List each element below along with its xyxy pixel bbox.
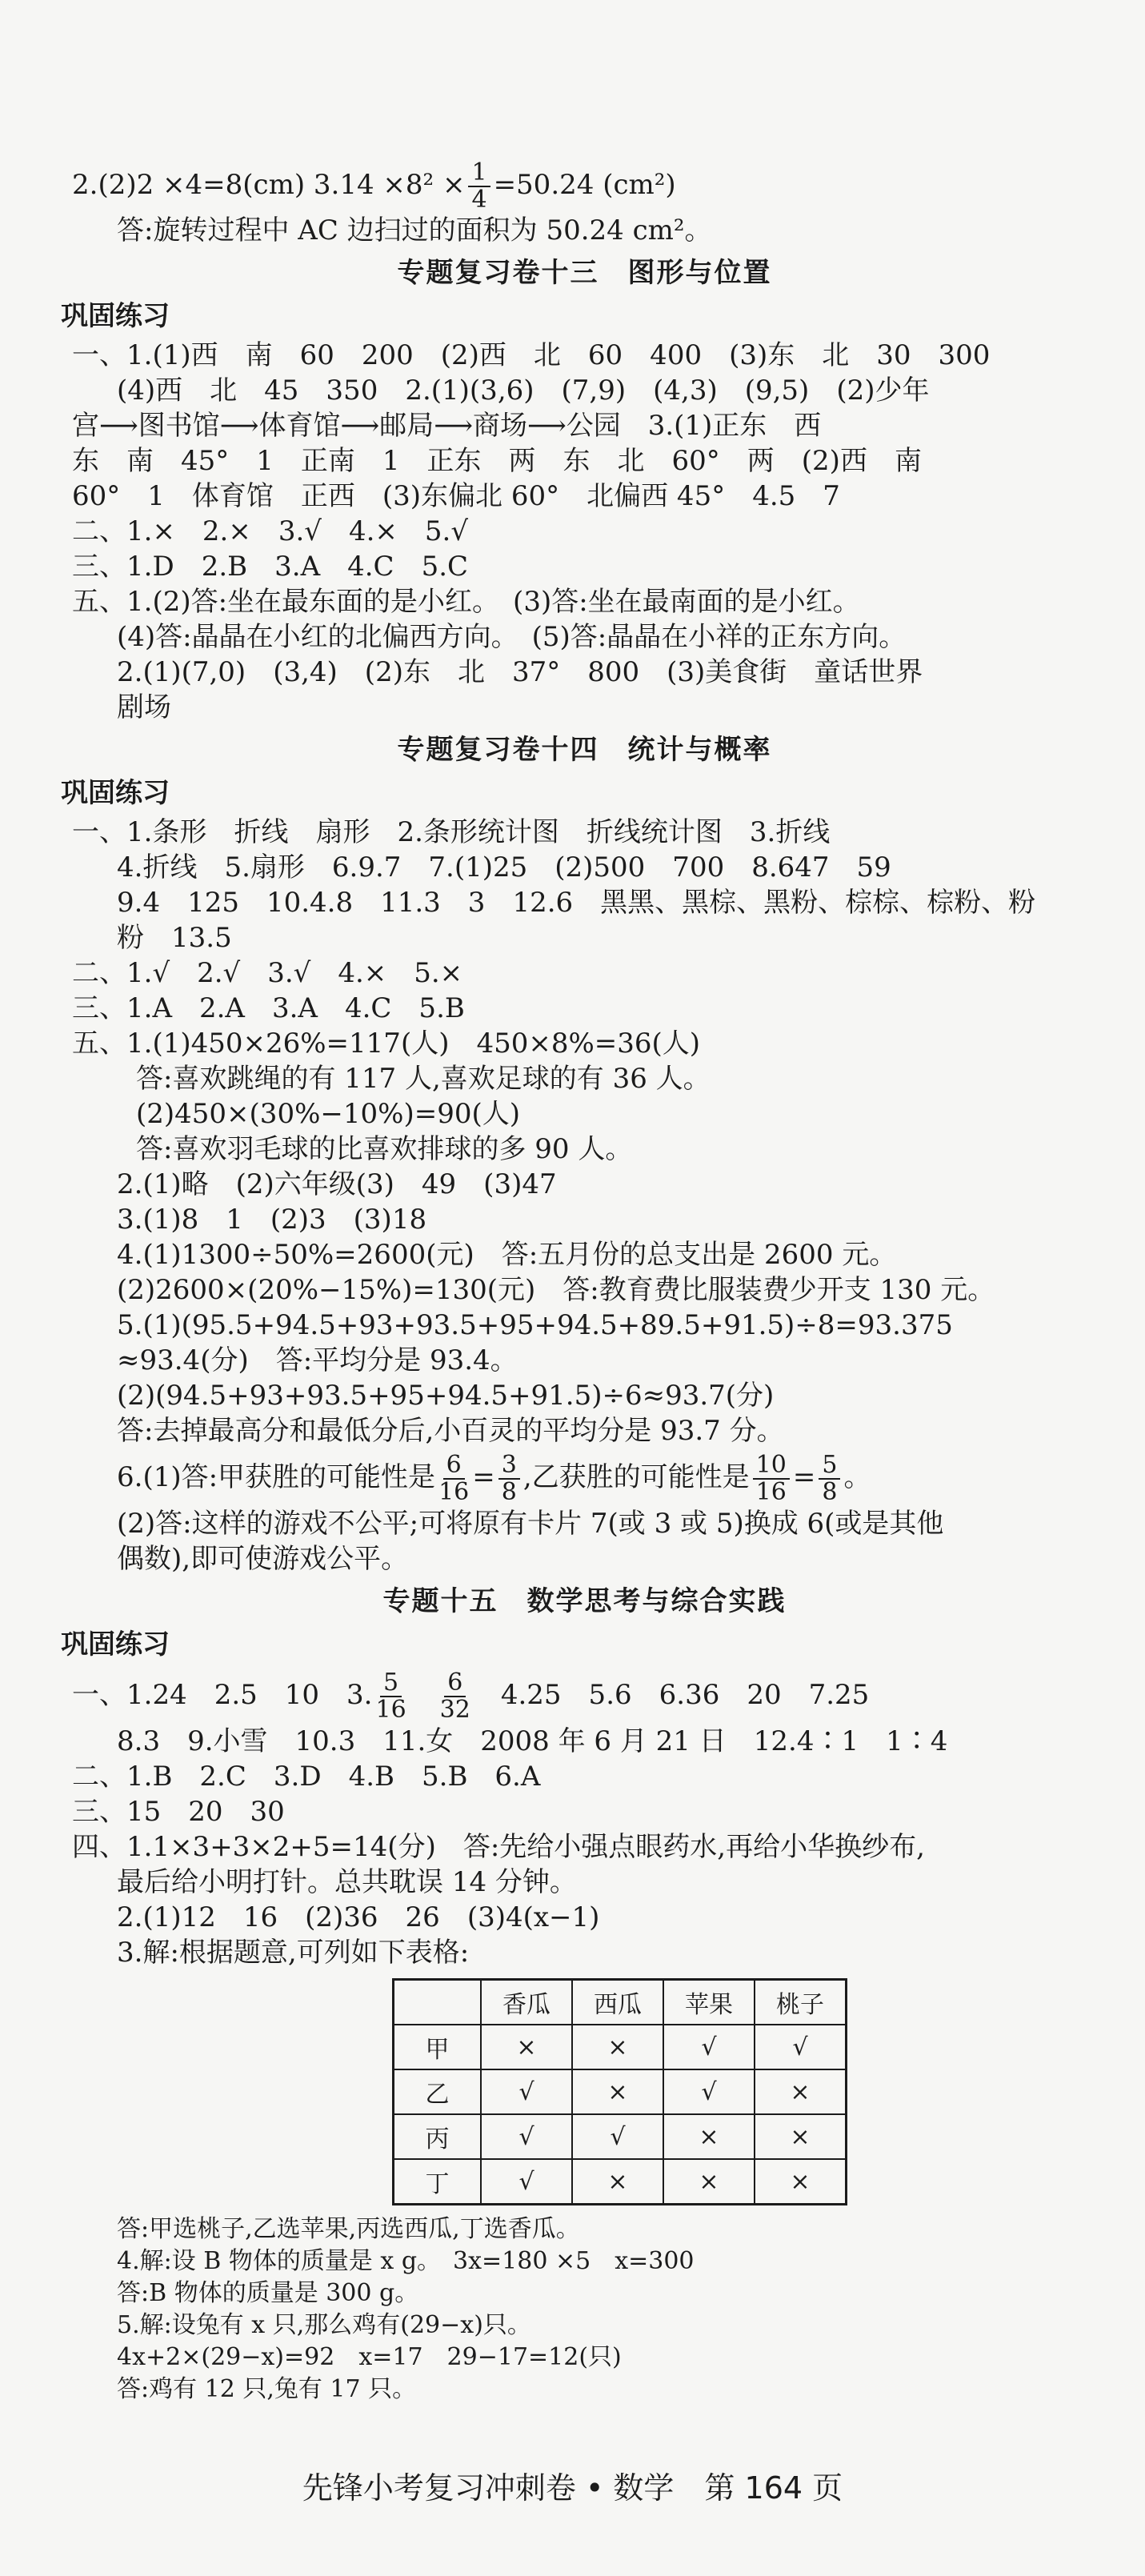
- s15-after-line: 答:甲选桃子,乙选苹果,丙选西瓜,丁选香瓜。: [117, 2215, 580, 2243]
- s15-after-line: 4x+2×(29−x)=92 x=17 29−17=12(只): [117, 2343, 622, 2371]
- s14-line: 答:喜欢羽毛球的比喜欢排球的多 90 人。: [136, 1133, 633, 1165]
- table-row-header: 丁: [394, 2159, 482, 2205]
- table-header: 西瓜: [572, 1980, 663, 2025]
- table-cell: ×: [572, 2069, 663, 2114]
- table-cell: √: [481, 2069, 572, 2114]
- table-cell: √: [481, 2159, 572, 2205]
- s15-after-line: 4.解:设 B 物体的质量是 x g。 3x=180 ×5 x=300: [117, 2247, 695, 2275]
- table-cell: √: [663, 2069, 755, 2114]
- s15-line: 2.(1)12 16 (2)36 26 (3)4(x−1): [117, 1901, 600, 1933]
- table-cell: √: [663, 2025, 755, 2069]
- table-cell: ×: [663, 2159, 755, 2205]
- table-cell: ×: [755, 2159, 847, 2205]
- selection-table: [392, 1978, 847, 2205]
- s15-after-line: 5.解:设兔有 x 只,那么鸡有(29−x)只。: [117, 2311, 531, 2339]
- table-cell: √: [481, 2114, 572, 2159]
- s14-line: (2)450×(30%−10%)=90(人): [136, 1098, 520, 1130]
- table-cell: √: [755, 2025, 847, 2069]
- table-row: [394, 2069, 847, 2114]
- fraction: $\frac{1}{4}$: [468, 160, 490, 213]
- s15-after-line: 答:B 物体的质量是 300 g。: [117, 2279, 419, 2307]
- s14-line: 5.(1)(95.5+94.5+93+93.5+95+94.5+89.5+91.5)÷8=93.375: [117, 1309, 953, 1341]
- section-13-subtitle: 巩固练习: [61, 300, 170, 332]
- table-header: 苹果: [663, 1980, 755, 2025]
- s14-q6-line-2: (2)答:这样的游戏不公平;可将原有卡片 7(或 3 或 5)换成 6(或是其他: [117, 1508, 944, 1540]
- s13-line: 剧场: [117, 691, 171, 723]
- selection-table-wrapper: [72, 1978, 1097, 2205]
- s14-line: 二、1.√ 2.√ 3.√ 4.× 5.×: [72, 957, 463, 989]
- s13-line: (4)西 北 45 350 2.(1)(3,6) (7,9) (4,3) (9,5) (2)少年: [117, 375, 930, 407]
- s14-line: 4.折线 5.扇形 6.9.7 7.(1)25 (2)500 700 8.647 59: [117, 851, 891, 883]
- table-header: 桃子: [755, 1980, 847, 2025]
- s14-line: 粉 13.5: [117, 922, 232, 954]
- table-cell: ×: [755, 2069, 847, 2114]
- s13-line: 2.(1)(7,0) (3,4) (2)东 北 37° 800 (3)美食街 童话世界: [117, 656, 923, 688]
- page-footer: 先锋小考复习冲刺卷 • 数学 第 164 页: [302, 2470, 843, 2506]
- section-15-subtitle: 巩固练习: [61, 1629, 170, 1661]
- s14-q6-line-1: 6.(1)答:甲获胜的可能性是 $\frac{6}{16}$ = $\frac{3}{8}$ ,乙获胜的可能性是 $\frac{10}{16}$ = $\frac{5}{8}$ 。: [117, 1451, 871, 1506]
- s13-line: 二、1.× 2.× 3.√ 4.× 5.√: [72, 515, 468, 547]
- section-15-title: 专题十五 数学思考与综合实践: [382, 1585, 787, 1617]
- table-corner-cell: [394, 1980, 482, 2025]
- top-line-1: 2.(2)2 ×4=8(cm) 3.14 ×8² × $\frac{1}{4}$ =50.24 (cm²): [72, 158, 676, 214]
- s14-line: 4.(1)1300÷50%=2600(元) 答:五月份的总支出是 2600 元。: [117, 1239, 897, 1271]
- section-13-title: 专题复习卷十三 图形与位置: [397, 257, 772, 289]
- s14-line: 答:去掉最高分和最低分后,小百灵的平均分是 93.7 分。: [117, 1415, 784, 1447]
- top-line-2: 答:旋转过程中 AC 边扫过的面积为 50.24 cm²。: [117, 214, 712, 246]
- s15-line: 四、1.1×3+3×2+5=14(分) 答:先给小强点眼药水,再给小华换纱布,: [72, 1831, 925, 1863]
- table-cell: ×: [572, 2159, 663, 2205]
- table-cell: ×: [572, 2025, 663, 2069]
- s14-line: 9.4 125 10.4.8 11.3 3 12.6 黑黑、黑棕、黑粉、棕棕、棕粉、粉: [117, 887, 1036, 919]
- section-14-subtitle: 巩固练习: [61, 777, 170, 809]
- table-row: [394, 2159, 847, 2205]
- s15-line: 三、15 20 30: [72, 1796, 285, 1828]
- section-14-title: 专题复习卷十四 统计与概率: [397, 734, 772, 766]
- s14-line: ≈93.4(分) 答:平均分是 93.4。: [117, 1344, 518, 1376]
- s14-line: 五、1.(1)450×26%=117(人) 450×8%=36(人): [72, 1028, 701, 1060]
- table-cell: ×: [755, 2114, 847, 2159]
- table-header-row: [394, 1980, 847, 2025]
- s13-line: 60° 1 体育馆 正西 (3)东偏北 60° 北偏西 45° 4.5 7: [72, 480, 840, 512]
- s15-line-1: 一、1.24 2.5 10 3. $\frac{5}{16}$ $\frac{6}{32}$ 4.25 5.6 6.36 20 7.25: [72, 1669, 870, 1724]
- table-row-header: 乙: [394, 2069, 482, 2114]
- table-row: [394, 2025, 847, 2069]
- s14-line: 2.(1)略 (2)六年级(3) 49 (3)47: [117, 1168, 557, 1200]
- s13-line: 宫⟶图书馆⟶体育馆⟶邮局⟶商场⟶公园 3.(1)正东 西: [72, 410, 822, 442]
- s14-line: (2)(94.5+93+93.5+95+94.5+91.5)÷6≈93.7(分): [117, 1380, 775, 1412]
- table-row: [394, 2114, 847, 2159]
- s13-line: (4)答:晶晶在小红的北偏西方向。 (5)答:晶晶在小祥的正东方向。: [117, 621, 907, 653]
- s13-line: 五、1.(2)答:坐在最东面的是小红。 (3)答:坐在最南面的是小红。: [72, 586, 860, 618]
- s13-line: 一、1.(1)西 南 60 200 (2)西 北 60 400 (3)东 北 30 300: [72, 339, 991, 371]
- s15-line: 最后给小明打针。总共耽误 14 分钟。: [117, 1866, 577, 1898]
- table-row-header: 甲: [394, 2025, 482, 2069]
- s14-line: 三、1.A 2.A 3.A 4.C 5.B: [72, 992, 465, 1024]
- s15-line: 3.解:根据题意,可列如下表格:: [117, 1937, 470, 1969]
- s14-line: 答:喜欢跳绳的有 117 人,喜欢足球的有 36 人。: [136, 1063, 711, 1095]
- s14-line: 3.(1)8 1 (2)3 (3)18: [117, 1204, 427, 1236]
- s14-line: (2)2600×(20%−15%)=130(元) 答:教育费比服装费少开支 130 元。: [117, 1274, 995, 1306]
- table-header: 香瓜: [481, 1980, 572, 2025]
- s15-line: 二、1.B 2.C 3.D 4.B 5.B 6.A: [72, 1761, 541, 1793]
- table-cell: √: [572, 2114, 663, 2159]
- s14-q6-line-3: 偶数),即可使游戏公平。: [117, 1543, 409, 1575]
- s14-line: 一、1.条形 折线 扇形 2.条形统计图 折线统计图 3.折线: [72, 816, 831, 848]
- s13-line: 三、1.D 2.B 3.A 4.C 5.C: [72, 551, 469, 583]
- table-row-header: 丙: [394, 2114, 482, 2159]
- table-cell: ×: [481, 2025, 572, 2069]
- s15-line: 8.3 9.小雪 10.3 11.女 2008 年 6 月 21 日 12.4∶1 1∶4: [117, 1725, 948, 1757]
- s13-line: 东 南 45° 1 正南 1 正东 两 东 北 60° 两 (2)西 南: [72, 445, 922, 477]
- s15-after-line: 答:鸡有 12 只,兔有 17 只。: [117, 2375, 417, 2403]
- table-cell: ×: [663, 2114, 755, 2159]
